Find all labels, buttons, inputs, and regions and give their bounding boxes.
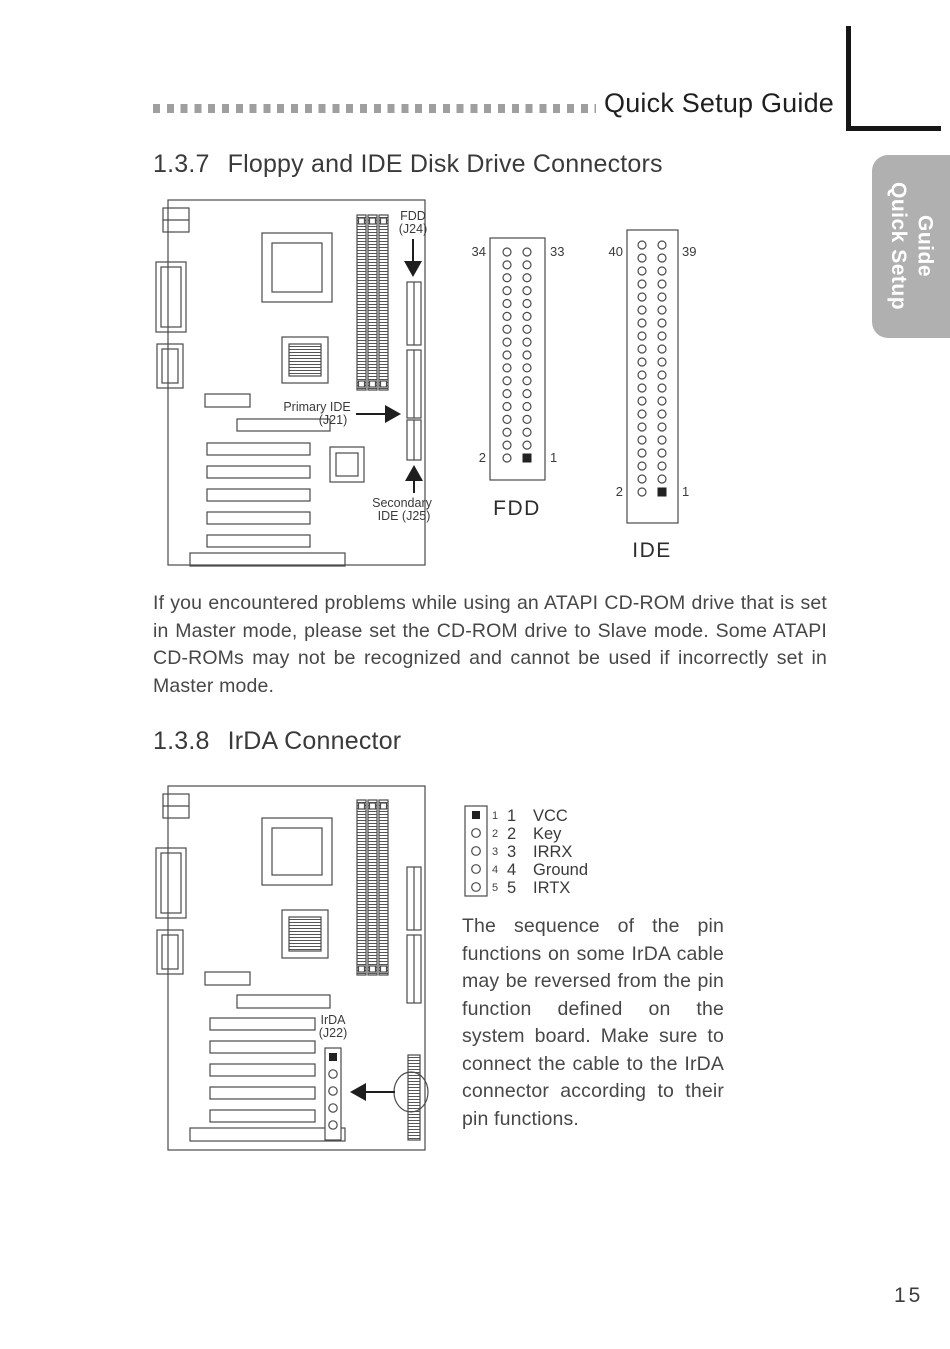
pin-row-5-name: IRTX xyxy=(533,879,571,897)
irda-pin-legend xyxy=(455,795,625,910)
ide-caption: IDE xyxy=(632,539,672,562)
header-title: Quick Setup Guide xyxy=(604,88,835,118)
fdd-caption: FDD xyxy=(493,497,541,520)
fdd-pin1-label: 1 xyxy=(550,450,558,465)
cpu-socket-2 xyxy=(262,818,332,885)
expansion-slots xyxy=(190,443,345,566)
page-number: 15 xyxy=(894,1284,924,1307)
side-tab-line1: Quick Setup xyxy=(887,182,910,311)
irda-board-diagram xyxy=(150,780,440,1160)
section-138-number: 1.3.8 xyxy=(153,727,210,755)
chipset xyxy=(282,337,328,383)
legend-pin-num-2: 2 xyxy=(492,828,499,840)
misc-components-2 xyxy=(205,972,330,1008)
floppy-ide-diagram xyxy=(150,195,710,580)
ide-pin-grid xyxy=(638,241,667,497)
irda-legend-pin-numbers xyxy=(492,810,498,894)
primary-ide-label-line1: Primary IDE xyxy=(283,400,351,414)
fdd-pin33-label: 33 xyxy=(550,244,565,259)
legend-pin-num-5: 5 xyxy=(492,882,499,894)
irda-labels xyxy=(319,1013,347,1040)
irda-pin-table xyxy=(507,807,588,897)
section-137-heading xyxy=(153,150,663,179)
pin-row-2-num: 2 xyxy=(507,825,517,843)
irda-label-line2: (J22) xyxy=(318,1026,348,1040)
fdd-pin2-label: 2 xyxy=(478,450,486,465)
fdd-pin-grid xyxy=(503,248,532,463)
section-138-heading xyxy=(153,727,401,756)
section-138-title: IrDA Connector xyxy=(227,727,402,755)
edge-connector-hatched xyxy=(408,1055,420,1140)
io-ports xyxy=(156,208,189,388)
pin-row-1-name: VCC xyxy=(533,807,568,825)
pin-row-5-num: 5 xyxy=(507,879,517,897)
section-137-title: Floppy and IDE Disk Drive Connectors xyxy=(227,150,663,178)
secondary-ide-label-line1: Secondary xyxy=(372,496,432,510)
side-tab-label xyxy=(885,182,938,310)
pin-row-3-name: IRRX xyxy=(533,843,573,861)
chipset-2 xyxy=(282,910,328,958)
fdd-connector-slot xyxy=(407,282,421,345)
motherboard-outline-2 xyxy=(156,786,428,1150)
side-tab-line2: Guide xyxy=(913,215,937,278)
secondary-ide-slot xyxy=(407,420,421,460)
pin-row-1-num: 1 xyxy=(507,807,517,825)
legend-pin-num-1: 1 xyxy=(492,810,499,822)
pin-row-4-name: Ground xyxy=(533,861,589,879)
drive-slots-2 xyxy=(407,867,421,1003)
fdd-label-line1: FDD xyxy=(400,209,426,223)
fdd-pin34-label: 34 xyxy=(471,244,486,259)
fdd-label-line2: (J24) xyxy=(398,222,428,236)
irda-legend-connector xyxy=(465,806,487,896)
side-tab xyxy=(872,155,950,338)
ide-pin-box xyxy=(627,230,678,523)
primary-ide-slot xyxy=(407,350,421,418)
ide-pin-diagram xyxy=(609,230,697,562)
section-137-number: 1.3.7 xyxy=(153,150,210,178)
ide-pin2-label: 2 xyxy=(615,484,623,499)
fdd-pin-diagram xyxy=(472,238,565,520)
io-ports-2 xyxy=(156,794,189,974)
pin-row-3-num: 3 xyxy=(507,843,517,861)
section-137-paragraph: If you encountered problems while using an ATAPI CD-ROM drive that is set in Master mode, please set the CD-ROM drive to Slave mode. Some ATAPI CD-ROMs may not be recognized and cannot be used if incorrectly set in Master mode. xyxy=(153,592,827,697)
dimm-slots-2 xyxy=(357,800,388,975)
legend-pin-num-3: 3 xyxy=(492,846,499,858)
ide-pin1-label: 1 xyxy=(682,484,690,499)
secondary-ide-label-line2: IDE (J25) xyxy=(377,509,431,523)
cpu-socket xyxy=(262,233,332,302)
fdd-pin-box xyxy=(490,238,545,480)
ide-pin40-label: 40 xyxy=(608,244,623,259)
irda-connector-pins xyxy=(325,1048,341,1140)
pin-row-4-num: 4 xyxy=(507,861,517,879)
primary-ide-label-line2: (J21) xyxy=(318,413,348,427)
dimm-slots xyxy=(357,215,388,390)
legend-pin-num-4: 4 xyxy=(492,864,499,876)
corner-decoration xyxy=(846,26,941,131)
irda-label-line1: IrDA xyxy=(320,1013,346,1027)
pin-row-2-name: Key xyxy=(533,825,562,843)
header-dotted-rule xyxy=(153,104,596,113)
ide-pin39-label: 39 xyxy=(682,244,697,259)
section-138-paragraph: The sequence of the pin functions on some IrDA cable may be reversed from the pin function defined on the system board. Make sure to connect the cable to the IrDA connector according to their pin functions. xyxy=(462,915,724,1130)
